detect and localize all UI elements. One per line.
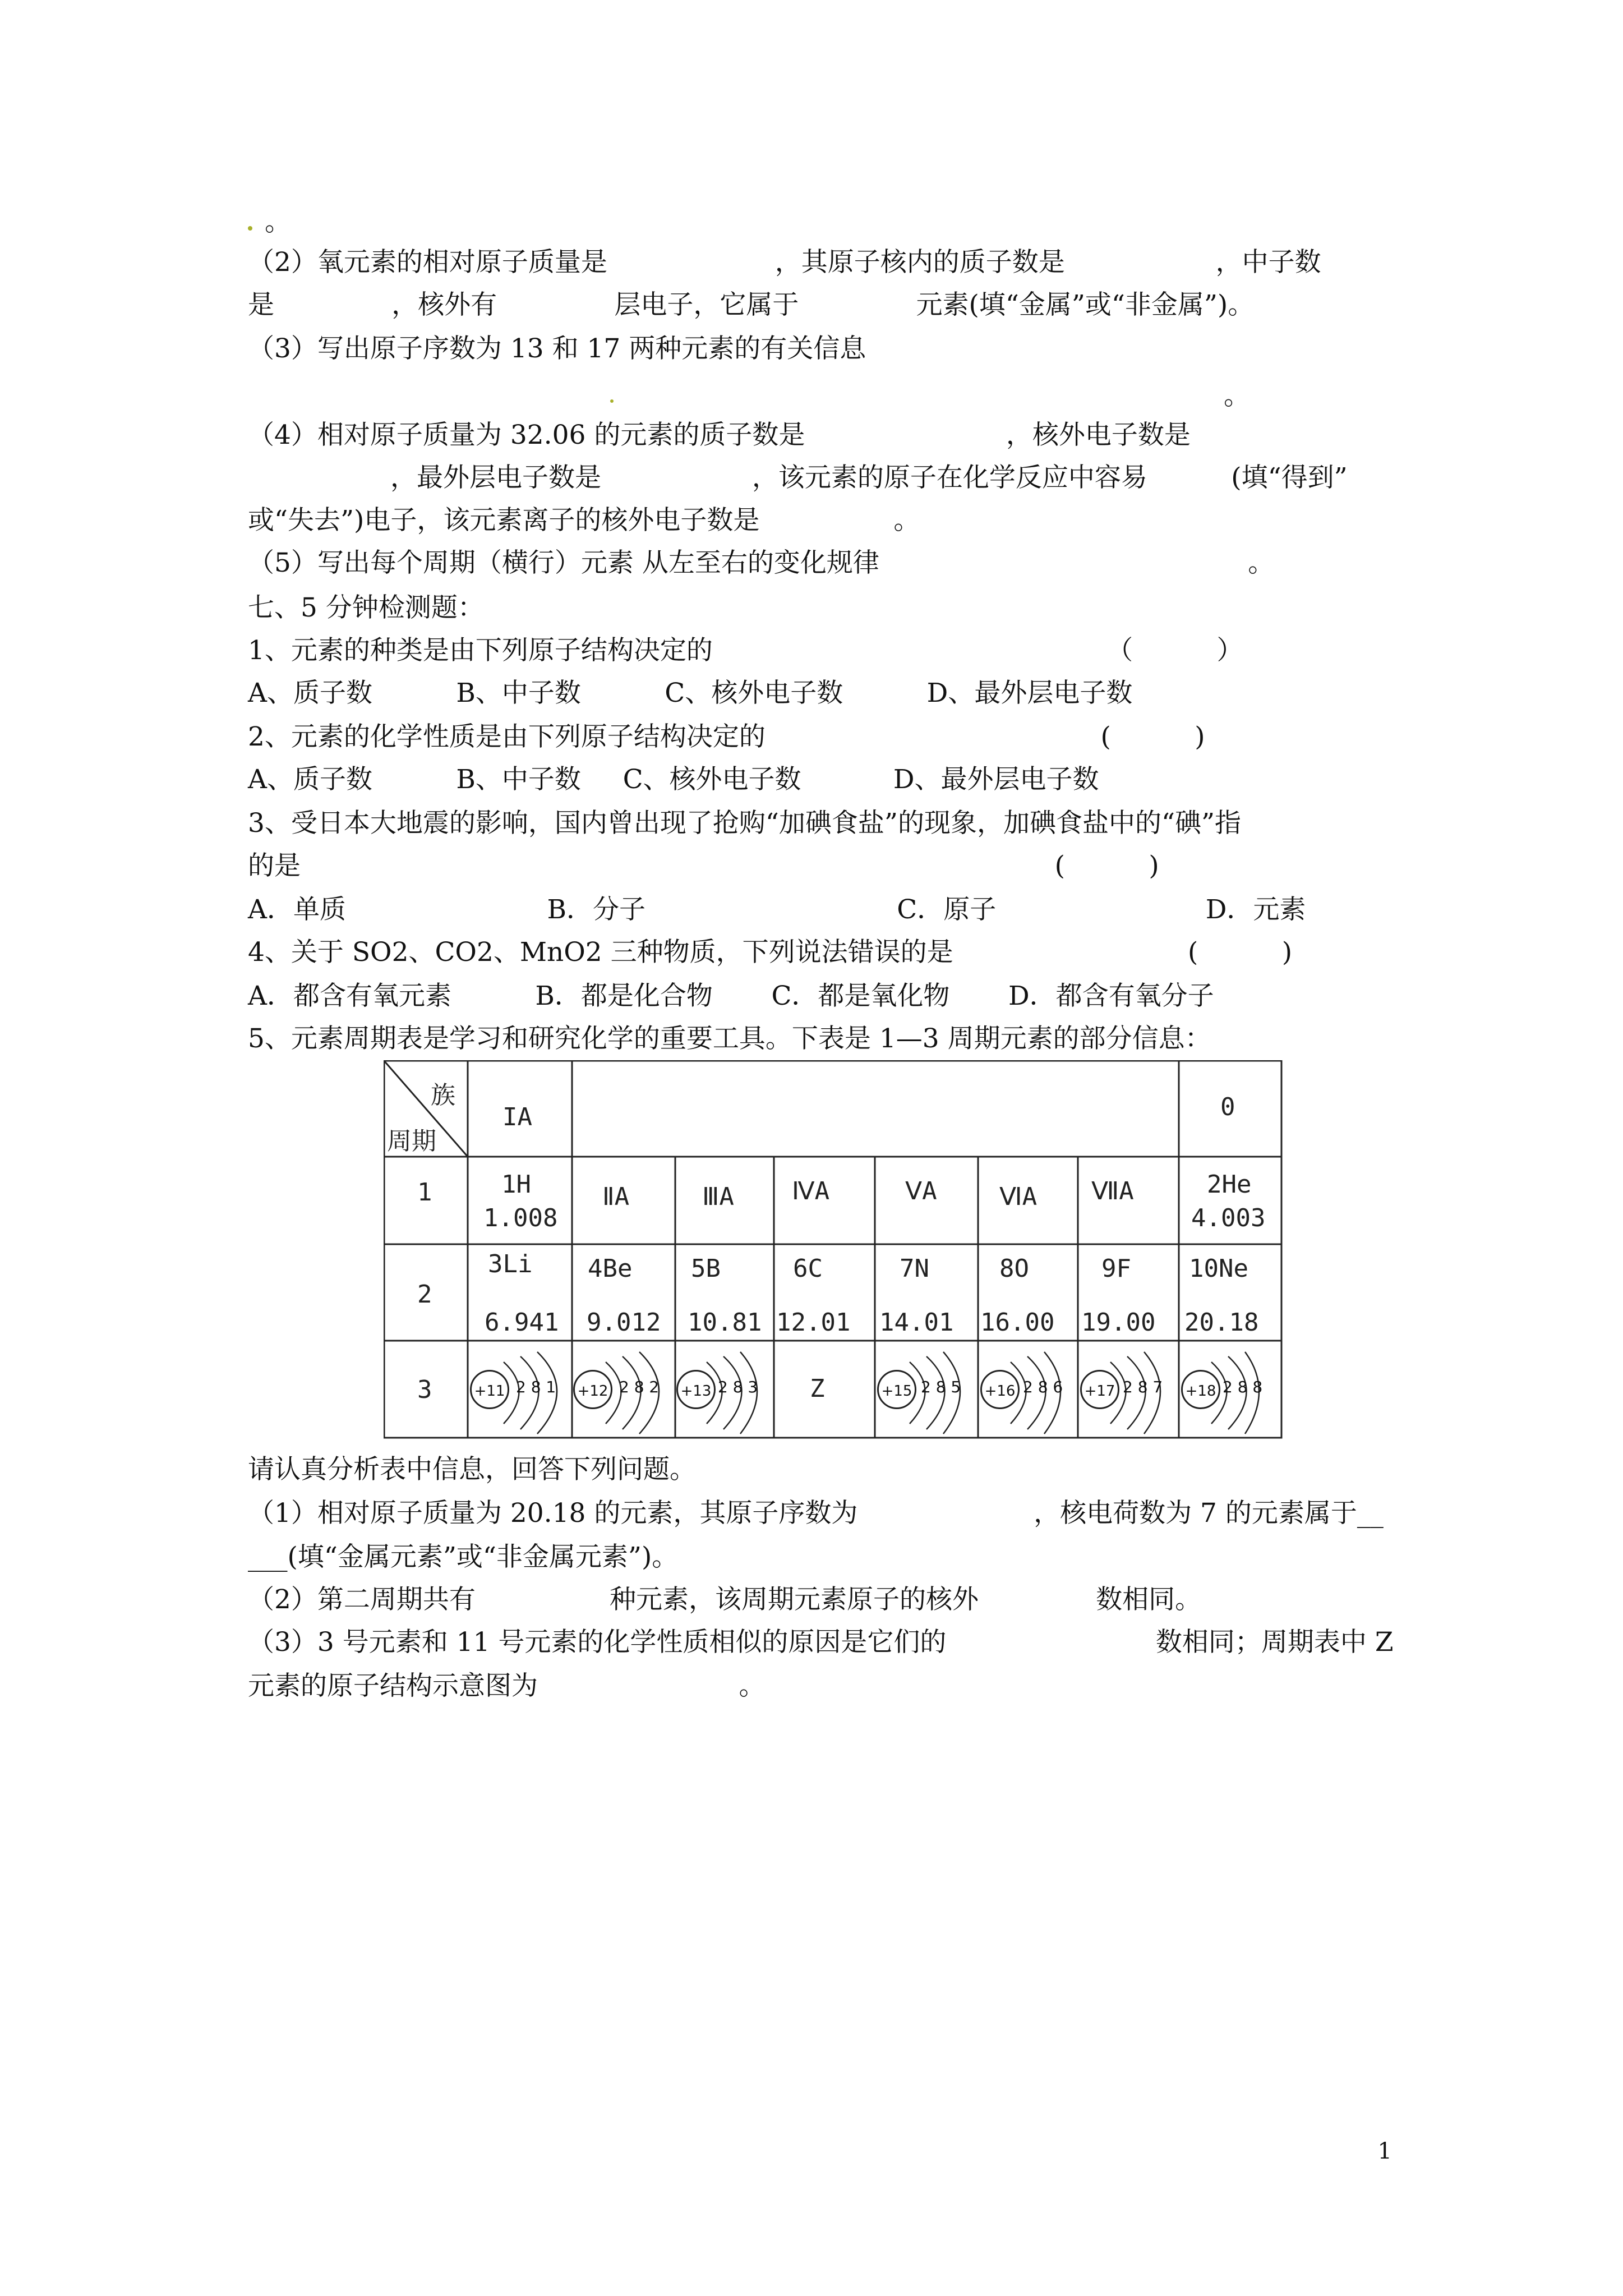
element-mass: 6.941	[485, 1308, 559, 1337]
options-1: A、质子数 B、中子数 C、核外电子数 D、最外层电子数	[248, 678, 1133, 708]
text-line: （4）相对原子质量为 32.06 的元素的质子数是 ，核外电子数是	[248, 420, 1191, 450]
text-line: 请认真分析表中信息，回答下列问题。	[248, 1454, 696, 1485]
corner-period-label: 周期	[387, 1127, 436, 1156]
nucleus: +12	[573, 1370, 612, 1409]
nucleus: +15	[877, 1370, 916, 1409]
text-line: （3）写出原子序数为 13 和 17 两种元素的有关信息	[248, 333, 866, 364]
shell-counts: 2 8 5	[921, 1378, 961, 1396]
shell-counts: 2 8 2	[619, 1378, 660, 1396]
element-symbol: 9F	[1101, 1254, 1131, 1283]
element-symbol: 6C	[793, 1254, 823, 1283]
nucleus: +16	[980, 1370, 1020, 1409]
group-iiia: ⅢA	[702, 1182, 734, 1211]
element-mass: 19.00	[1081, 1308, 1156, 1337]
shell-counts: 2 8 3	[718, 1378, 758, 1396]
text-line: 。	[265, 206, 291, 237]
nucleus: +11	[470, 1370, 509, 1409]
question-1: 1、元素的种类是由下列原子结构决定的 （ ）	[248, 635, 1243, 666]
element-he-mass: 4.003	[1191, 1204, 1266, 1232]
unknown-element-z: Z	[810, 1374, 825, 1403]
element-symbol: 5B	[691, 1254, 721, 1283]
element-he-symbol: 2He	[1207, 1170, 1252, 1199]
options-2: A、质子数 B、中子数 C、核外电子数 D、最外层电子数	[248, 764, 1099, 795]
text-line: 元素的原子结构示意图为 。	[248, 1671, 766, 1701]
section-title: 七、5 分钟检测题：	[248, 592, 484, 623]
element-mass: 14.01	[879, 1308, 954, 1337]
text-line: （1）相对原子质量为 20.18 的元素，其原子序数为 ，核电荷数为 7 的元素属于__	[248, 1498, 1384, 1529]
element-mass: 20.18	[1184, 1308, 1259, 1337]
question-3-cont: 的是 ( )	[248, 850, 1159, 881]
shell-counts: 2 8 1	[516, 1378, 556, 1396]
page-number: 1	[1377, 2138, 1392, 2164]
options-4: A．都含有氧元素 B．都是化合物 C．都是氧化物 D．都含有氧分子	[248, 981, 1214, 1011]
mark-dot	[610, 399, 614, 403]
nucleus: +18	[1181, 1370, 1220, 1409]
text-line: （5）写出每个周期（横行）元素 从左至右的变化规律 。	[248, 547, 1275, 578]
element-mass: 16.00	[980, 1308, 1055, 1337]
group-iva: ⅣA	[792, 1177, 830, 1205]
text-line: 或“失去”)电子，该元素离子的核外电子数是 。	[248, 505, 920, 536]
shell-counts: 2 8 6	[1023, 1378, 1063, 1396]
text-line: （2）第二周期共有 种元素，该周期元素原子的核外 数相同。	[248, 1584, 1202, 1615]
shell-counts: 2 8 8	[1223, 1378, 1263, 1396]
element-h-mass: 1.008	[483, 1204, 558, 1232]
nucleus: +13	[676, 1370, 716, 1409]
options-3: A．单质 B．分子 C．原子 D．元素	[248, 894, 1306, 925]
row-label-1: 1	[417, 1178, 432, 1207]
periodic-table	[384, 1060, 1288, 1439]
nucleus: +17	[1080, 1370, 1119, 1409]
element-symbol: 10Ne	[1189, 1254, 1248, 1283]
element-symbol: 7N	[900, 1254, 929, 1283]
element-symbol: 8O	[999, 1254, 1029, 1283]
element-mass: 12.01	[776, 1308, 851, 1337]
element-symbol: 3Li	[488, 1250, 533, 1278]
question-2: 2、元素的化学性质是由下列原子结构决定的 ( )	[248, 721, 1205, 752]
row-label-2: 2	[417, 1280, 432, 1309]
element-symbol: 4Be	[588, 1254, 633, 1283]
group-va: ⅤA	[905, 1177, 937, 1205]
element-h-symbol: 1H	[501, 1170, 531, 1199]
row-label-3: 3	[417, 1375, 432, 1404]
question-3: 3、受日本大地震的影响，国内曾出现了抢购“加碘食盐”的现象，加碘食盐中的“碘”指	[248, 808, 1242, 839]
shell-counts: 2 8 7	[1123, 1378, 1163, 1396]
text-line: （3）3 号元素和 11 号元素的化学性质相似的原因是它们的 数相同；周期表中 Z	[248, 1627, 1394, 1658]
text-line: ___(填“金属元素”或“非金属元素”)。	[248, 1542, 679, 1572]
header-0: 0	[1220, 1093, 1235, 1121]
element-mass: 9.012	[587, 1308, 661, 1337]
question-5: 5、元素周期表是学习和研究化学的重要工具。下表是 1—3 周期元素的部分信息：	[248, 1023, 1211, 1054]
corner-family-label: 族	[431, 1081, 455, 1110]
text-line: （2）氧元素的相对原子质量是 ，其原子核内的质子数是 ，中子数	[248, 247, 1321, 278]
header-ia: IA	[502, 1103, 532, 1131]
question-4: 4、关于 SO2、CO2、MnO2 三种物质，下列说法错误的是 ( )	[248, 937, 1293, 968]
mark-dot	[248, 226, 252, 231]
group-iia: ⅡA	[602, 1182, 630, 1211]
element-mass: 10.81	[688, 1308, 762, 1337]
text-line: 。	[1224, 380, 1250, 411]
group-viia: ⅦA	[1091, 1177, 1134, 1205]
group-via: ⅥA	[999, 1182, 1038, 1211]
text-line: ，最外层电子数是 ，该元素的原子在化学反应中容易 (填“得到”	[248, 462, 1348, 493]
text-line: 是 ，核外有 层电子，它属于 元素(填“金属”或“非金属”)。	[248, 289, 1255, 320]
